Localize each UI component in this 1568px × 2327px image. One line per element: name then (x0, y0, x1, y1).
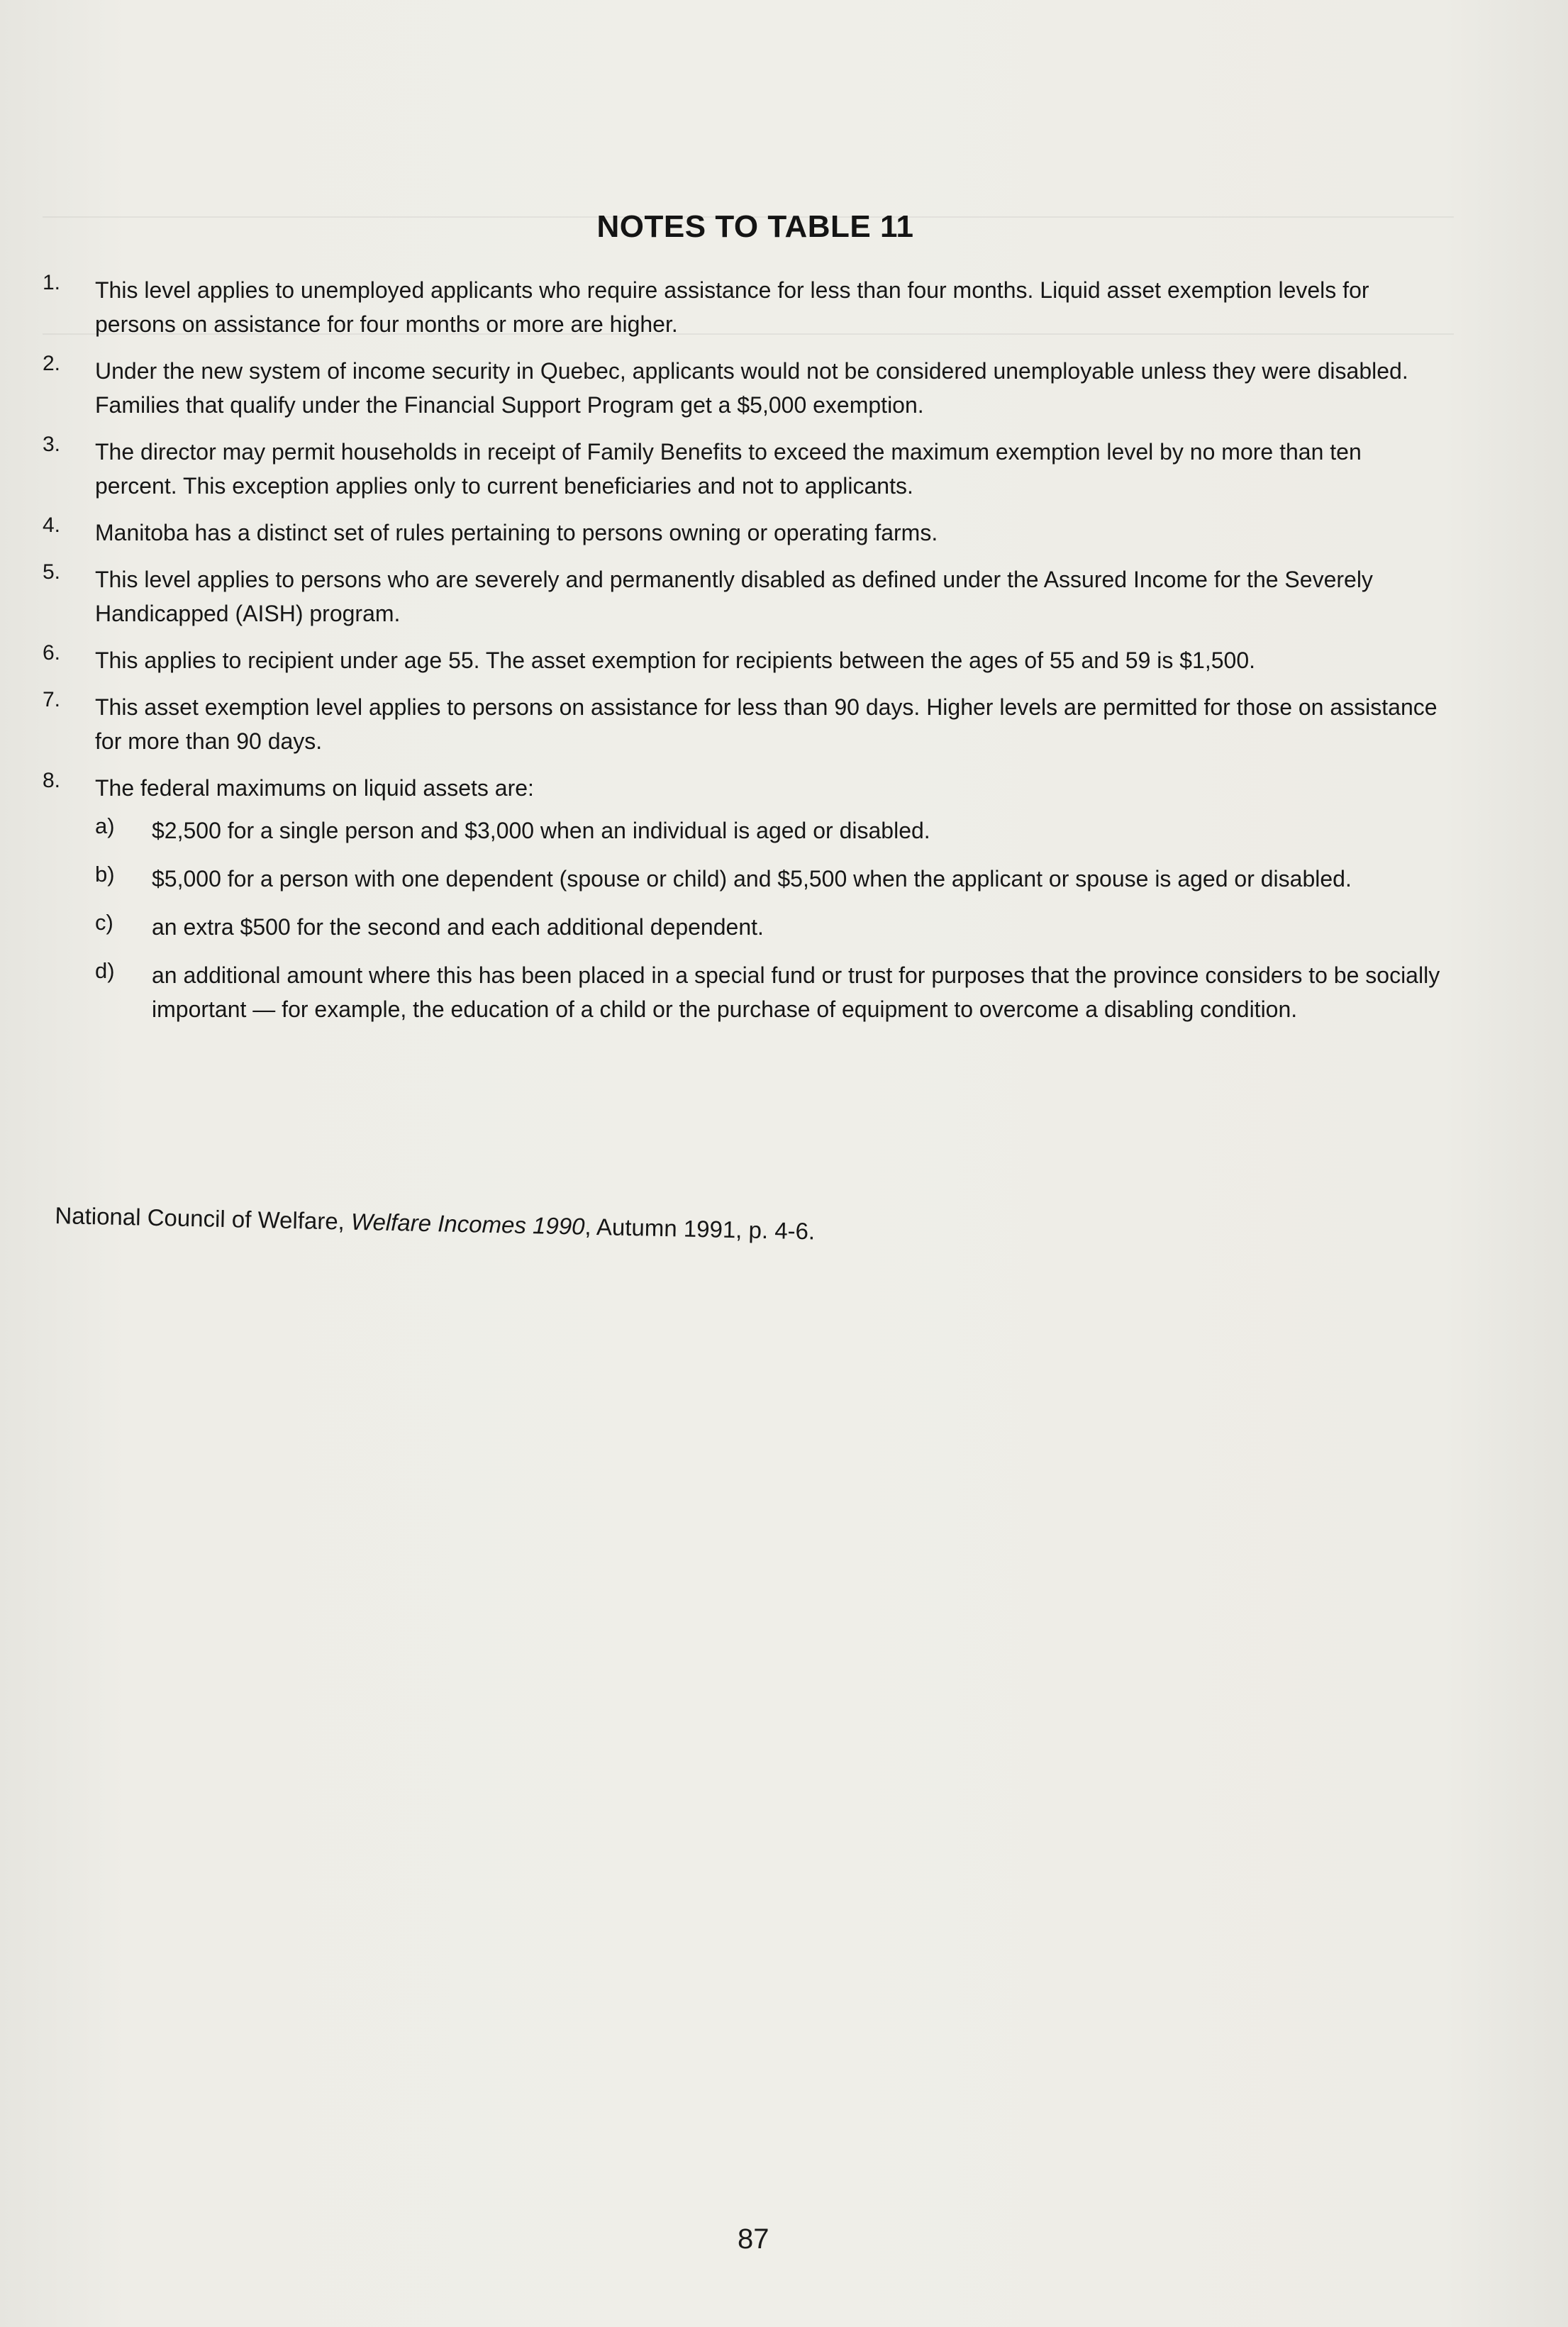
sub-item (95, 958, 1448, 1026)
note-number: 7. (43, 688, 61, 711)
sub-item-letter: a) (95, 813, 115, 838)
federal-maximums-list (95, 813, 1448, 1026)
note-number: 1. (43, 271, 61, 294)
page-number: 87 (738, 2223, 769, 2255)
note-number: 2. (43, 352, 61, 375)
sub-item (95, 813, 1448, 848)
note-text: This applies to recipient under age 55. The asset exemption for recipients between the ages of 55 and 59 is $1,500. (95, 648, 1256, 673)
note-number: 6. (43, 641, 61, 665)
sub-item (95, 910, 1448, 944)
note-number: 4. (43, 513, 61, 537)
sub-item-text: $2,500 for a single person and $3,000 when an individual is aged or disabled. (152, 818, 930, 843)
sub-item-text: an additional amount where this has been placed in a special fund or trust for purposes that the province considers to be socially important — for example, the education of a child or the purchase of equipment to overcome a disabling condition. (152, 962, 1440, 1022)
note-text: This level applies to unemployed applicants who require assistance for less than four months. Liquid asset exemption levels for persons on assistance for four months or more are higher. (95, 277, 1369, 337)
note-item (37, 771, 1448, 1026)
note-text: This level applies to persons who are severely and permanently disabled as defined under the Assured Income for the Severely Handicapped (AISH) program. (95, 567, 1373, 626)
note-item (37, 354, 1448, 422)
note-item (37, 435, 1448, 503)
note-number: 3. (43, 433, 61, 456)
note-item (37, 273, 1448, 341)
note-text: Under the new system of income security in Quebec, applicants would not be considered unemployable unless they were disabled. Families that qualify under the Financial Support Program get a $5,000 exemption. (95, 358, 1408, 418)
source-citation (55, 1199, 816, 1248)
sub-item-text: an extra $500 for the second and each additional dependent. (152, 914, 764, 940)
note-item (37, 562, 1448, 631)
note-text: The director may permit households in receipt of Family Benefits to exceed the maximum exemption level by no more than ten percent. This exception applies only to current beneficiaries and not to applicants. (95, 439, 1362, 499)
note-text: Manitoba has a distinct set of rules pertaining to persons owning or operating farms. (95, 520, 938, 545)
sub-item-letter: d) (95, 958, 115, 983)
note-number: 5. (43, 560, 61, 584)
source-suffix: , Autumn 1991, p. 4-6. (584, 1213, 816, 1245)
sub-item-letter: b) (95, 862, 115, 887)
sub-item (95, 862, 1448, 896)
note-text: This asset exemption level applies to persons on assistance for less than 90 days. Higher levels are permitted for those on assistance for more than 90 days. (95, 694, 1438, 754)
sub-item-text: $5,000 for a person with one dependent (spouse or child) and $5,500 when the applicant or spouse is aged or disabled. (152, 866, 1352, 892)
note-item (37, 513, 1448, 550)
page-title: NOTES TO TABLE 11 (596, 209, 914, 244)
note-item (37, 690, 1448, 758)
note-item (37, 643, 1448, 677)
source-publication: Welfare Incomes 1990 (350, 1208, 585, 1240)
note-text: The federal maximums on liquid assets are: (95, 775, 534, 801)
note-number: 8. (43, 769, 61, 792)
sub-item-letter: c) (95, 910, 113, 935)
notes-list (37, 273, 1448, 1040)
source-prefix: National Council of Welfare, (55, 1201, 352, 1235)
